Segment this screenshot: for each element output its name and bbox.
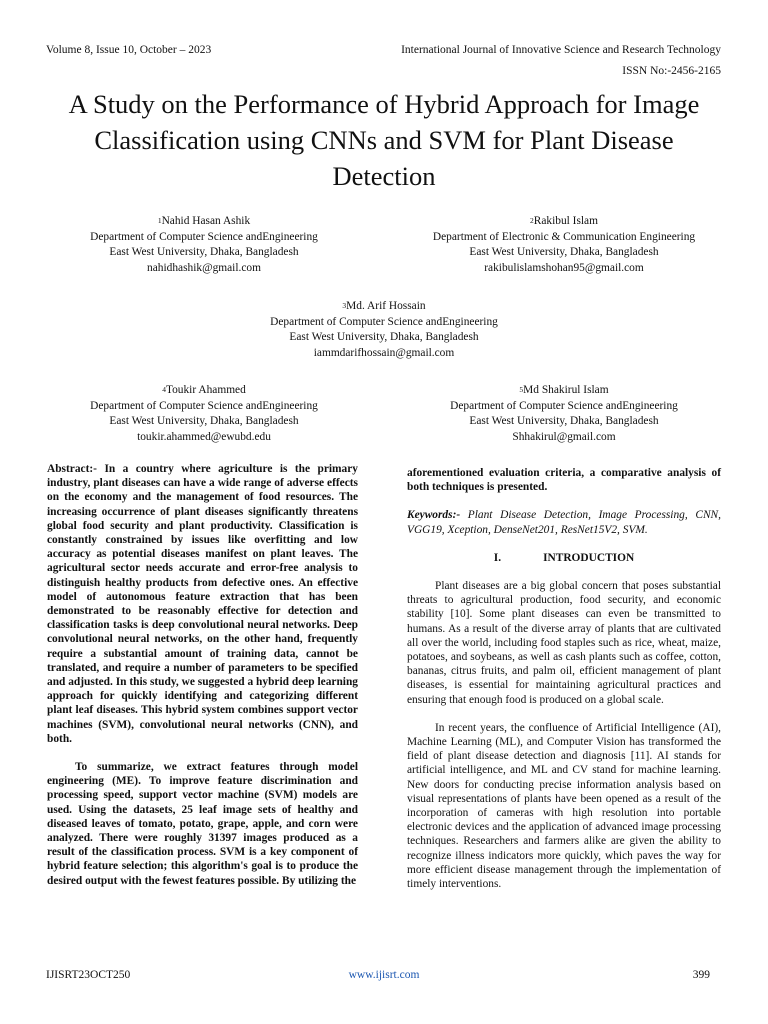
author-block-1 [40,214,368,276]
journal-website-text[interactable]: www.ijisrt.com [348,969,420,981]
author-email[interactable]: rakibulislamshohan95@gmail.com [484,261,644,274]
author-department: Department of Computer Science andEngineering [270,315,498,328]
section-title: INTRODUCTION [543,551,635,564]
author-name: Rakibul Islam [533,215,598,227]
author-block-4 [40,383,368,445]
intro-paragraph-2: In recent years, the confluence of Artificial Intelligence (AI), Machine Learning (ML), and Computer Vision has transformed the field of plant disease detection and diagnosis [11]. AI stands for artificial intelligence, and ML and CV stand for machine learning. New doors for conducting precise information analysis based on visual representations of plants have been opened as a result of the incorporation of cameras with high resolution into portable electronic devices and the application of advanced image processing techniques. Researchers and farmers alike are given the ability to recognize illness indicators more quickly, which paves the way for more efficient disease management through the implementation of timely interventions. [407,721,721,891]
author-name: Md Shakirul Islam [523,384,609,396]
section-number: I. [493,551,502,564]
author-university: East West University, Dhaka, Bangladesh [469,246,659,258]
author-block-5 [392,383,736,445]
left-column [47,462,358,888]
abstract-paragraph-2: To summarize, we extract features through model engineering (ME). To improve feature discrimination and processing speed, support vector machine (SVM) models are used. Using the datasets, 25 leaf image sets of healthy and diseased leaves of tomato, potato, grape, apple, and corn were analyzed. There were roughly 31397 images produced as a result of the classification process. SVM is a key component of hybrid feature selection; this algorithm's goal is to produce the desired output with the fewest features possible. By utilizing the [47,761,358,887]
page-number: 399 [692,969,710,981]
abstract-paragraph-2-continued: aforementioned evaluation criteria, a comparative analysis of both techniques is presented. [407,467,721,494]
author-number: 3 [342,301,347,310]
author-department: Department of Computer Science andEngineering [90,230,318,243]
author-email[interactable]: nahidhashik@gmail.com [147,261,261,274]
section-heading-introduction [407,551,721,565]
author-email[interactable]: iammdarifhossain@gmail.com [313,346,455,359]
author-block-3 [200,299,568,361]
abstract-paragraph-1 [47,462,358,746]
author-department: Department of Computer Science andEngineering [450,399,678,412]
journal-volume-issue: Volume 8, Issue 10, October – 2023 [46,44,212,56]
right-column [407,466,721,891]
keywords [407,508,721,536]
author-number: 4 [162,385,166,394]
author-university: East West University, Dhaka, Bangladesh [289,331,479,343]
author-name: Md. Arif Hossain [346,300,426,312]
abstract-label: Abstract:- [47,463,97,475]
paper-title: A Study on the Performance of Hybrid Approach for Image Classification using CNNs and SVM for Plant Disease Detection [68,89,700,191]
author-department: Department of Computer Science andEngineering [90,399,318,412]
intro-paragraph-1: Plant diseases are a big global concern that poses substantial threats to agricultural production, food security, and economic stability [10]. Some plant diseases can even be transmitted to humans. As a result of the diverse array of plants that are cultivated all over the world, including food staples such as rice, wheat, maize, potatoes, and soybeans, as well as cash plants such as coffee, cotton, bananas, citrus fruits, and palm oil, efficient management of plant diseases, is essential for maintaining agricultural practices and ensuring that enough food is produced on a global scale. [407,580,721,706]
author-email[interactable]: toukir.ahammed@ewubd.edu [137,430,271,443]
author-department: Department of Electronic & Communication Engineering [432,230,696,243]
author-number: 1 [157,216,162,225]
author-university: East West University, Dhaka, Bangladesh [109,415,299,427]
author-number: 2 [530,216,534,225]
author-block-2 [392,214,736,276]
journal-website-link [0,969,768,981]
author-name: Nahid Hasan Ashik [161,215,251,227]
issn: ISSN No:-2456-2165 [622,65,721,77]
abstract-text-1: In a country where agriculture is the primary industry, plant diseases can have a wide range of adverse effects on the economy and the management of food resources. The increasing occurrence of plant diseases significantly threatens global food security and plant productivity. Classification is constantly constrained by issues like overfitting and low accuracy as potential diseases manifest on plant leaves. The agricultural sector needs accurate and error-free analysis to distinguish healthy products from defective ones. An effective model of autonomous feature extraction that has been demonstrated to be reasonably effective for detection and classification tasks is deep convolutional neural networks. Deep convolutional neural networks, on the other hand, frequently require a substantial amount of training data, cannot be translated, and require a number of parameters to be specified and adjusted. In this study, we suggested a hybrid deep learning approach for quickly identifying and categorizing different plant leaf diseases. This hybrid system combines support vector machines (SVM), convolutional neural networks (CNN), and both. [47,463,358,745]
paper-id: IJISRT23OCT250 [46,969,131,981]
author-university: East West University, Dhaka, Bangladesh [109,246,299,258]
journal-name: International Journal of Innovative Science and Research Technology [401,44,721,56]
author-number: 5 [519,385,524,394]
author-name: Toukir Ahammed [165,384,246,396]
keywords-text: Plant Disease Detection, Image Processing, CNN, VGG19, Xception, DenseNet201, ResNet15V2, SVM. [407,509,721,536]
author-university: East West University, Dhaka, Bangladesh [469,415,659,427]
author-email[interactable]: Shhakirul@gmail.com [512,430,616,443]
keywords-label: Keywords:- [407,509,461,522]
